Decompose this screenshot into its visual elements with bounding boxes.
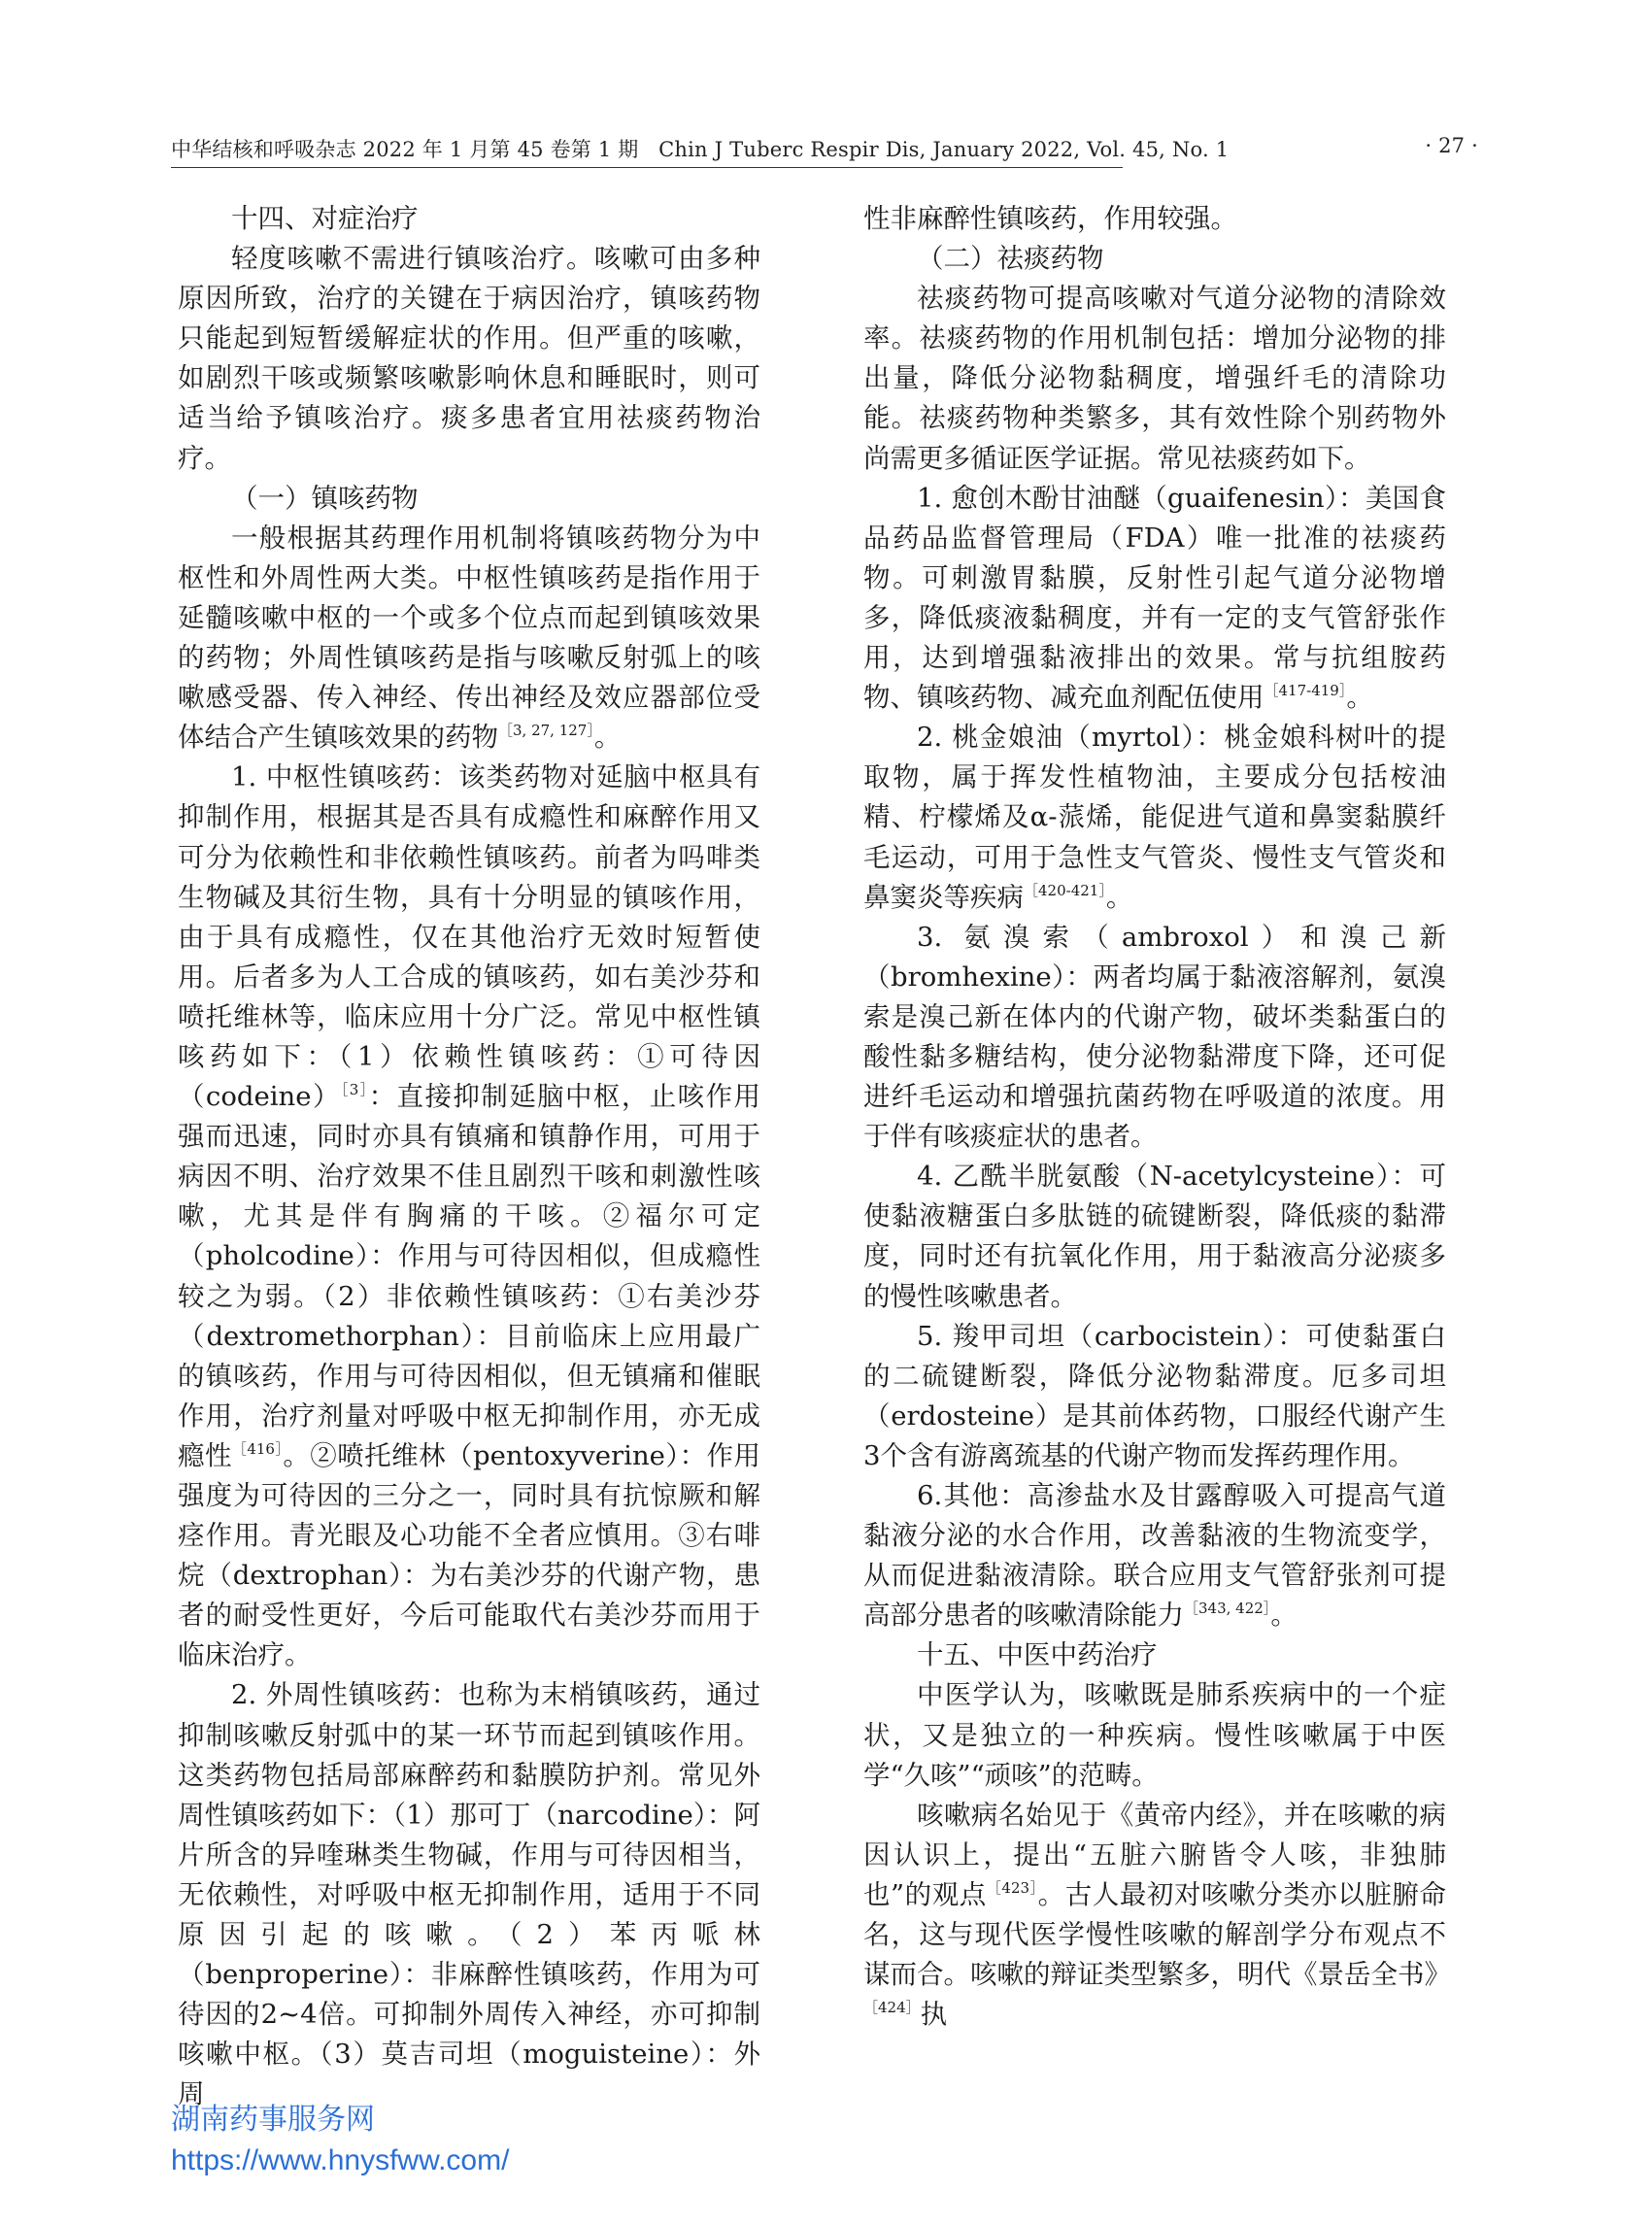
paragraph: 3. 氨溴索（ambroxol）和溴己新（bromhexine）：两者均属于黏液溶解剂，氨溴索是溴己新在体内的代谢产物，破坏类黏蛋白的酸性黏多糖结构，使分泌物黏滞度下降，还可促进纤毛运动和增强抗菌药物在呼吸道的浓度。用于伴有咳痰症状的患者。 <box>863 921 1446 1153</box>
journal-name-en: Chin J Tuberc Respir Dis, January 2022, Vol. 45, No. 1 <box>658 138 1230 161</box>
citation-ref: ［420-421］ <box>1024 881 1106 899</box>
paragraph: 轻度咳嗽不需进行镇咳治疗。咳嗽可由多种原因所致，治疗的关键在于病因治疗，镇咳药物只能起到短暂缓解症状的作用。但严重的咳嗽，如剧烈干咳或频繁咳嗽影响休息和睡眠时，则可适当给予镇咳治疗。痰多患者宜用祛痰药物治疗。 <box>178 243 760 474</box>
watermark <box>171 2100 509 2181</box>
subsection-heading-expectorant: （二）祛痰药物 <box>917 243 1104 275</box>
paragraph-text: 6.其他：高渗盐水及甘露醇吸入可提高气道黏液分泌的水合作用，改善黏液的生物流变学，从而促进黏液清除。联合应用支气管舒张剂可提高部分患者的咳嗽清除能力 <box>863 1480 1446 1632</box>
right-column <box>863 199 1451 2035</box>
paragraph: 中医学认为，咳嗽既是肺系疾病中的一个症状，又是独立的一种疾病。慢性咳嗽属于中医学“久咳”“顽咳”的范畴。 <box>863 1679 1446 1791</box>
section-heading-14: 十四、对症治疗 <box>231 203 419 234</box>
journal-citation <box>171 134 1229 163</box>
paragraph <box>863 1796 1451 2036</box>
paragraph-continued: 性非麻醉性镇咳药，作用较强。 <box>863 203 1237 234</box>
paragraph <box>863 1476 1446 1635</box>
page-number: · 27 · <box>1425 134 1478 157</box>
left-column <box>178 199 760 2115</box>
section-heading-15: 十五、中医中药治疗 <box>917 1639 1158 1671</box>
paragraph <box>178 758 760 1675</box>
paragraph-text: 1. 愈创木酚甘油醚（guaifenesin）：美国食品药品监督管理局（FDA）唯一批准的祛痰药物。可刺激胃黏膜，反射性引起气道分泌物增多，降低痰液黏稠度，并有一定的支气管舒张作用，达到增强黏液排出的效果。常与抗组胺药物、镇咳药物、减充血剂配伍使用 <box>863 482 1446 714</box>
paragraph-text: 2. 桃金娘油（myrtol）：桃金娘科树叶的提取物，属于挥发性植物油，主要成分包括桉油精、柠檬烯及α-蒎烯，能促进气道和鼻窦黏膜纤毛运动，可用于急性支气管炎、慢性支气管炎和鼻窦炎等疾病 <box>863 722 1446 913</box>
paragraph <box>863 479 1446 719</box>
paragraph-text: 。 <box>1346 682 1373 714</box>
paragraph-text: 执 <box>920 1999 948 2031</box>
citation-ref: ［424］ <box>863 1999 921 2017</box>
paragraph: 祛痰药物可提高咳嗽对气道分泌物的清除效率。祛痰药物的作用机制包括：增加分泌物的排出量，降低分泌物黏稠度，增强纤毛的清除功能。祛痰药物种类繁多，其有效性除个别药物外尚需更多循证医学证据。常见祛痰药如下。 <box>863 283 1446 474</box>
paragraph: 4. 乙酰半胱氨酸（N-acetylcysteine）：可使黏液糖蛋白多肽链的硫键断裂，降低痰的黏滞度，同时还有抗氧化作用，用于黏液高分泌痰多的慢性咳嗽患者。 <box>863 1161 1446 1312</box>
citation-ref: ［416］ <box>231 1439 284 1458</box>
subsection-heading-antitussive: （一）镇咳药物 <box>231 482 419 514</box>
paragraph <box>178 519 760 759</box>
citation-ref: ［3, 27, 127］ <box>498 722 594 740</box>
citation-ref: ［3］ <box>340 1081 369 1099</box>
citation-ref: ［423］ <box>986 1878 1038 1897</box>
citation-ref: ［417-419］ <box>1264 682 1347 700</box>
watermark-url: https://www.hnysfww.com/ <box>171 2144 510 2176</box>
paragraph <box>863 718 1446 917</box>
paragraph-text: 。 <box>1105 881 1133 913</box>
paragraph-text: 。 <box>593 722 622 754</box>
paragraph-text: 咳嗽病名始见于《黄帝内经》，并在咳嗽的病因认识上，提出“五脏六腑皆令人咳，非独肺也”的观点 <box>863 1799 1446 1910</box>
header-rule <box>171 167 1123 168</box>
paragraph-text: 。 <box>1270 1600 1298 1632</box>
watermark-site-name: 湖南药事服务网 <box>171 2104 375 2136</box>
paragraph-text: 。②喷托维林（pentoxyverine）：作用强度为可待因的三分之一，同时具有抗惊厥和解痉作用。青光眼及心功能不全者应慎用。③右啡烷（dextrophan）：为右美沙芬的代谢产物，患者的耐受性更好，今后可能取代右美沙芬而用于临床治疗。 <box>178 1439 760 1671</box>
paragraph: 2. 外周性镇咳药：也称为末梢镇咳药，通过抑制咳嗽反射弧中的某一环节而起到镇咳作用。这类药物包括局部麻醉药和黏膜防护剂。常见外周性镇咳药如下：（1）那可丁（narcodine）：阿片所含的异喹琳类生物碱，作用与可待因相当，无依赖性，对呼吸中枢无抑制作用，适用于不同原因引起的咳嗽。（2）苯丙哌林（benproperine）：非麻醉性镇咳药，作用为可待因的2~4倍。可抑制外周传入神经，亦可抑制咳嗽中枢。（3）莫吉司坦（moguisteine）：外周 <box>178 1679 760 2110</box>
journal-name: 中华结核和呼吸杂志 2022 年 1 月第 45 卷第 1 期 <box>171 138 639 161</box>
paragraph-text: 1. 中枢性镇咳药：该类药物对延脑中枢具有抑制作用，根据其是否具有成瘾性和麻醉作用又可分为依赖性和非依赖性镇咳药。前者为吗啡类生物碱及其衍生物，具有十分明显的镇咳作用，由于具有成瘾性，仅在其他治疗无效时短暂使用。后者多为人工合成的镇咳药，如右美沙芬和喷托维林等，临床应用十分广泛。常见中枢性镇咳药如下：（1）依赖性镇咳药：①可待因（codeine） <box>178 761 760 1113</box>
paragraph: 5. 羧甲司坦（carbocistein）：可使黏蛋白的二硫键断裂，降低分泌物黏滞度。厄多司坦（erdosteine）是其前体药物，口服经代谢产生3个含有游离巯基的代谢产物而发挥药理作用。 <box>863 1320 1446 1471</box>
paragraph-text: ：直接抑制延脑中枢，止咳作用强而迅速，同时亦具有镇痛和镇静作用，可用于病因不明、治疗效果不佳且剧烈干咳和刺激性咳嗽，尤其是伴有胸痛的干咳。②福尔可定（pholcodine）：作用与可待因相似，但成瘾性较之为弱。（2）非依赖性镇咳药：①右美沙芬（dextromethorphan）：目前临床上应用最广的镇咳药，作用与可待因相似，但无镇痛和催眠作用，治疗剂量对呼吸中枢无抑制作用，亦无成瘾性 <box>178 1081 760 1471</box>
citation-ref: ［343, 422］ <box>1184 1600 1271 1618</box>
paragraph-text: 。古人最初对咳嗽分类亦以脏腑命名，这与现代医学慢性咳嗽的解剖学分布观点不谋而合。咳嗽的辩证类型繁多，明代《景岳全书》 <box>863 1878 1451 1991</box>
paragraph-text: 一般根据其药理作用机制将镇咳药物分为中枢性和外周性两大类。中枢性镇咳药是指作用于延髓咳嗽中枢的一个或多个位点而起到镇咳效果的药物；外周性镇咳药是指与咳嗽反射弧上的咳嗽感受器、传入神经、传出神经及效应器部位受体结合产生镇咳效果的药物 <box>178 522 760 754</box>
